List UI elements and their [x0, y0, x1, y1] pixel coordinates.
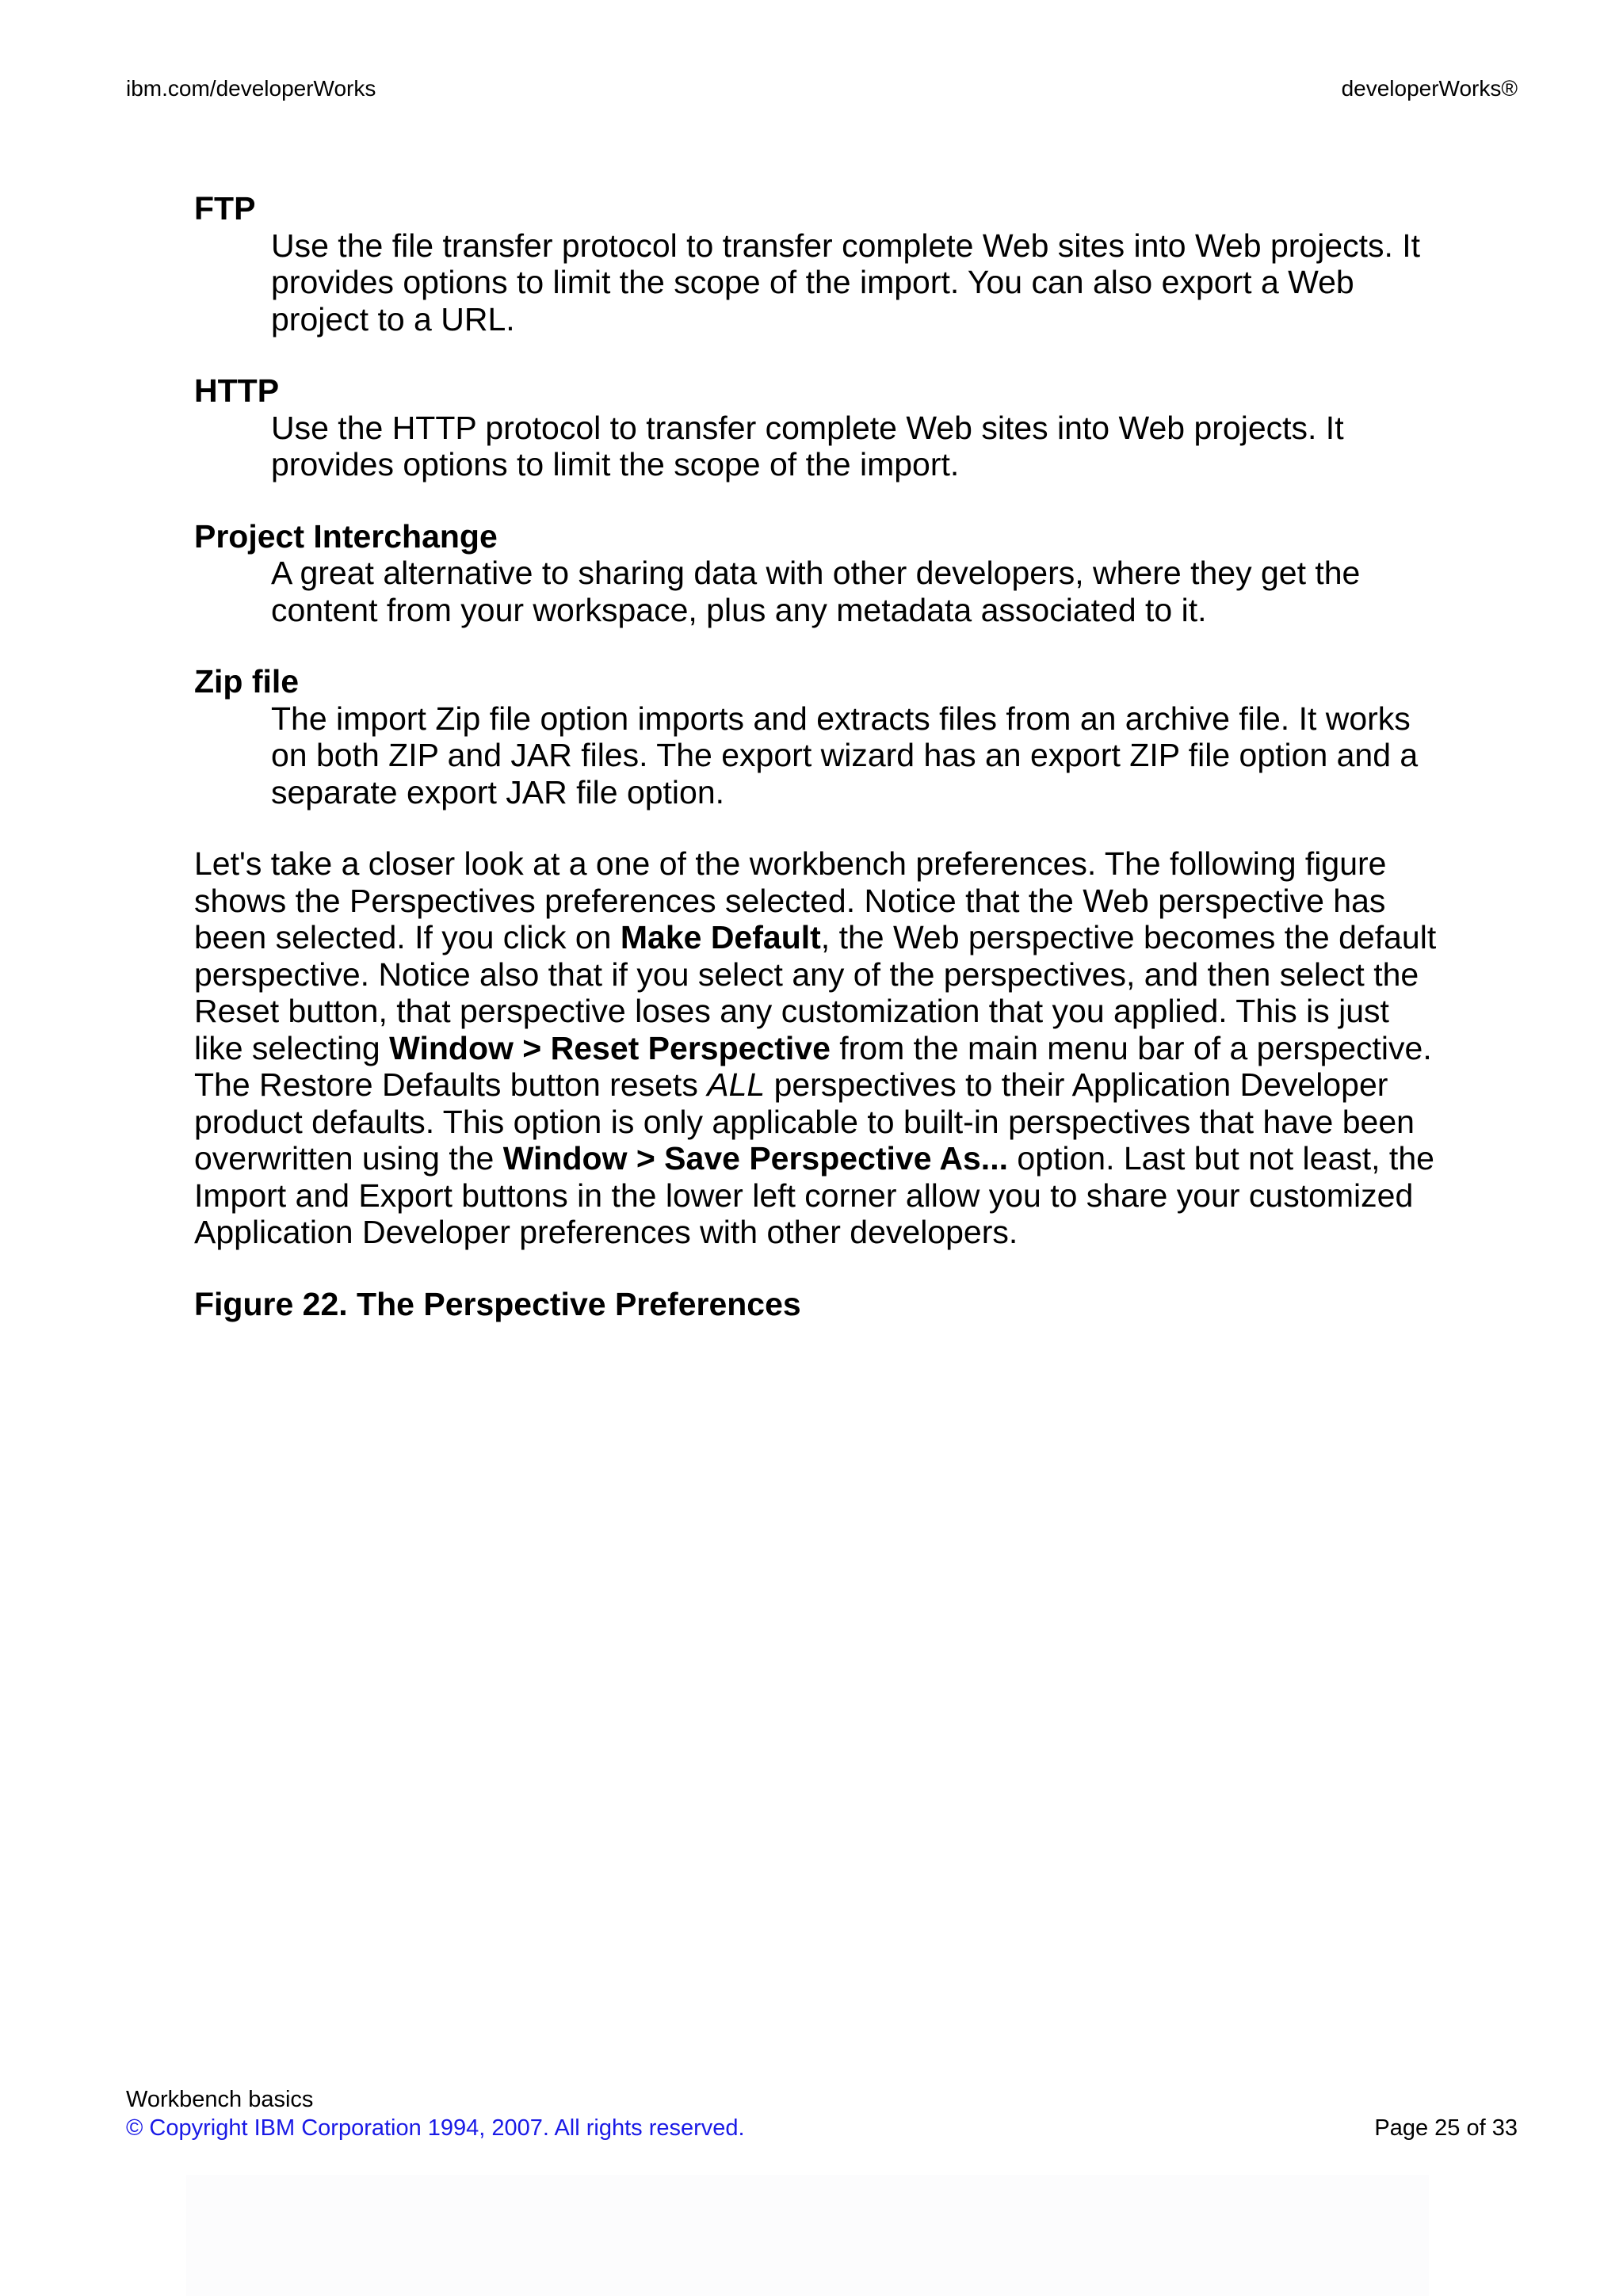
- definition-term-ftp: FTP: [194, 190, 256, 227]
- header-site-link: ibm.com/developerWorks: [126, 76, 376, 101]
- paragraph-bold-make-default: Make Default: [620, 919, 821, 955]
- page-bottom-shade: [186, 2175, 1429, 2296]
- header-brand: developerWorks®: [1341, 76, 1518, 101]
- figure-caption: Figure 22. The Perspective Preferences: [194, 1285, 801, 1322]
- page-number: Page 25 of 33: [1374, 2115, 1518, 2141]
- main-content: [194, 190, 1446, 1322]
- paragraph-italic-all: ALL: [707, 1066, 766, 1103]
- paragraph-text-3: from the main menu bar of a perspective. The Restore Defaults button resets: [194, 1029, 1432, 1103]
- definition-desc-http: Use the HTTP protocol to transfer complete Web sites into Web projects. It provides options to limit the scope of the import.: [271, 409, 1344, 482]
- paragraph-text-4: perspectives to their Application Developer product defaults. This option is only applicable to built-in perspectives that have been overwritten using the: [194, 1066, 1415, 1177]
- definition-term-http: HTTP: [194, 372, 280, 409]
- paragraph-bold-reset-perspective: Window > Reset Perspective: [389, 1029, 831, 1066]
- paragraph-text-1: Let's take a closer look at a one of the workbench preferences. The following figure shows the Perspectives preferences selected. Notice that the Web perspective has been selected. If you click on: [194, 845, 1387, 955]
- definition-desc-ftp: Use the file transfer protocol to transfer complete Web sites into Web projects. It provides options to limit the scope of the import. You can also export a Web project to a URL.: [271, 227, 1421, 338]
- copyright-link[interactable]: © Copyright IBM Corporation 1994, 2007. All rights reserved.: [126, 2115, 745, 2141]
- definition-term-project-interchange: Project Interchange: [194, 517, 498, 555]
- figure-placeholder: [194, 1402, 1446, 2076]
- paragraph-text-5: option. Last but not least, the Import and Export buttons in the lower left corner allow you to share your customized Application Developer preferences with other developers.: [194, 1140, 1434, 1250]
- page-header: [126, 75, 1518, 102]
- definition-list: [194, 190, 1446, 810]
- body-paragraph: [194, 845, 1446, 1251]
- paragraph-bold-save-perspective: Window > Save Perspective As...: [502, 1140, 1008, 1177]
- footer-doc-title: Workbench basics: [126, 2087, 314, 2112]
- page-footer: [126, 2085, 1518, 2142]
- paragraph-text-2: , the Web perspective becomes the default perspective. Notice also that if you select any of the perspectives, and then select the Reset button, that perspective loses any customization that you applied. This is just like selecting: [194, 919, 1437, 1066]
- definition-desc-zip-file: The import Zip file option imports and extracts files from an archive file. It works on both ZIP and JAR files. The export wizard has an export ZIP file option and a separate export JAR file option.: [271, 700, 1419, 810]
- definition-desc-project-interchange: A great alternative to sharing data with other developers, where they get the content from your workspace, plus any metadata associated to it.: [271, 555, 1361, 628]
- definition-term-zip-file: Zip file: [194, 663, 300, 700]
- footer-copyright-row: [126, 2114, 1518, 2142]
